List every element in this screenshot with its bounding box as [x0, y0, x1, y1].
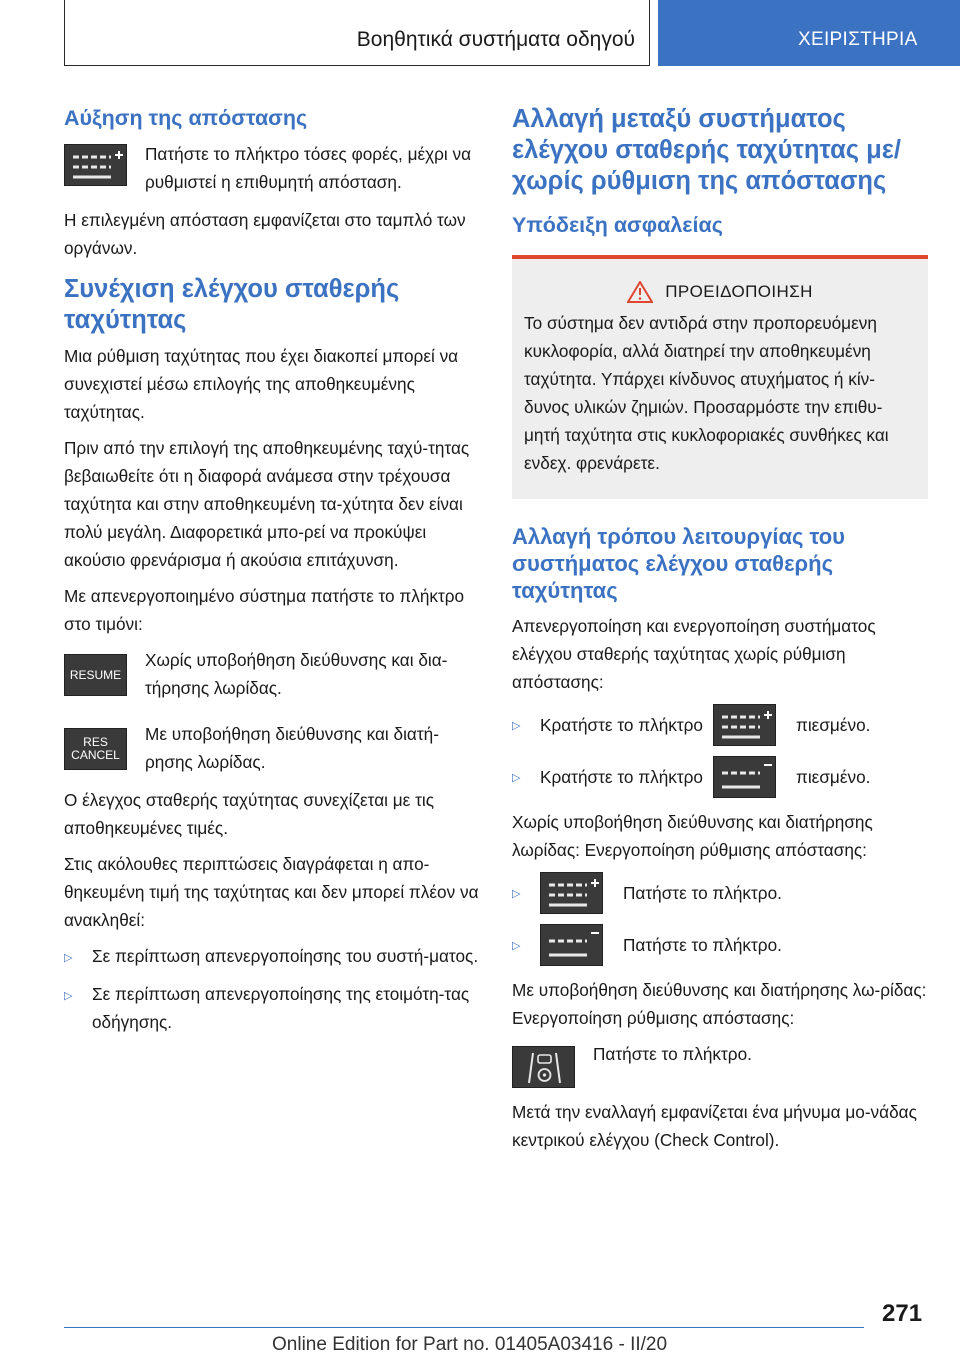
section-title: Βοηθητικά συστήματα οδηγού: [356, 28, 635, 51]
hold-prefix: Κρατήστε το πλήκτρο: [540, 714, 703, 735]
hold-suffix: πιεσμένο.: [795, 766, 871, 787]
footer-edition: Online Edition for Part no. 01405A03416 - II/20: [272, 1334, 668, 1355]
heading-change-mode: Αλλαγή τρόπου λειτουργίας του συστήματος ελέγχου σταθερής ταχύτητας: [512, 524, 845, 603]
distance-minus-key-icon: [713, 756, 776, 798]
mode-paragraph-3: Με υποβοήθηση διεύθυνσης και διατήρησης λω‐ρίδας: Ενεργοποίηση ρύθμισης απόστασης:: [512, 980, 927, 1028]
distance-minus-key-icon: [540, 924, 603, 966]
list-item: [512, 872, 928, 914]
list-item: [512, 756, 928, 798]
res-cancel-key-line-2: CANCEL: [71, 748, 120, 762]
resume-key-icon: RESUME: [64, 654, 127, 696]
distance-plus-key-icon: [713, 704, 776, 746]
continue-paragraph-2: Πριν από την επιλογή της αποθηκευμένης ταχύ‐τητας βεβαιωθείτε ότι η διαφορά ανάμεσα στην τρέχουσα ταχύτητα και στην αποθηκευμένη τα‐χύτητα δεν είναι πολύ μεγάλη. Διαφορετικά μπο‐ρεί να προκύψει ακούσιο φρενάρισμα ή ακούσια επιτάχυνση.: [64, 438, 470, 570]
resume-key-row: [64, 646, 484, 702]
increase-key-row: [64, 140, 484, 196]
continue-paragraph-3: Με απενεργοποιημένο σύστημα πατήστε το πλήκτρο στο τιμόνι:: [64, 586, 465, 634]
continue-paragraph-4: Ο έλεγχος σταθερής ταχύτητας συνεχίζεται με τις αποθηκευμένες τιμές.: [64, 790, 434, 838]
warning-text: Το σύστημα δεν αντιδρά στην προπορευόμενη κυκλοφορία, αλλά διατηρεί την αποθηκευμένη ταχύτητα. Υπάρχει κίνδυνος ατυχήματος ή κίν‐δυνος υλικών ζημιών. Προσαρμόστε την επιθυ‐μητή ταχύτητα στις κυκλοφοριακές συνθήκες και ενδεχ. φρενάρετε.: [524, 313, 889, 473]
list-item: [64, 980, 484, 1036]
press-key-text: Πατήστε το πλήκτρο.: [623, 934, 782, 955]
list-item: [512, 704, 928, 746]
steering-assist-key-icon: [512, 1046, 575, 1088]
warning-title: ΠΡΟΕΙΔΟΠΟΙΗΣΗ: [665, 282, 813, 301]
hold-suffix: πιεσμένο.: [795, 714, 871, 735]
heading-switch-mode: Αλλαγή μεταξύ συστήματος ελέγχου σταθερής ταχύτητας με/χωρίς ρύθμιση της απόστασης: [512, 105, 901, 195]
triangle-bullet-icon: ▷: [512, 719, 521, 732]
header-section-box: [64, 0, 650, 66]
rescancel-description: Με υποβοήθηση διεύθυνσης και διατή‐ρησης λωρίδας.: [145, 724, 439, 772]
warning-header: [524, 281, 916, 303]
mode-paragraph-2: Χωρίς υποβοήθηση διεύθυνσης και διατήρησης λωρίδας: Ενεργοποίηση ρύθμισης απόστασης:: [512, 812, 873, 860]
chapter-tab-label: ΧΕΙΡΙΣΤΗΡΙΑ: [798, 29, 918, 50]
heading-increase-distance: Αύξηση της απόστασης: [64, 106, 308, 130]
distance-plus-key-icon: [540, 872, 603, 914]
distance-plus-key-icon: [64, 144, 127, 186]
rescancel-key-row: [64, 720, 484, 776]
list-item-text: Σε περίπτωση απενεργοποίησης της ετοιμότη‐τας οδήγησης.: [92, 984, 470, 1032]
triangle-bullet-icon: ▷: [512, 939, 521, 952]
heading-safety-note: Υπόδειξη ασφαλείας: [512, 213, 723, 237]
triangle-bullet-icon: ▷: [512, 771, 521, 784]
continue-paragraph-5: Στις ακόλουθες περιπτώσεις διαγράφεται η απο‐θηκευμένη τιμή της ταχύτητας και δεν μπορεί πλέον να ανακληθεί:: [64, 854, 479, 930]
page-number: 271: [882, 1300, 923, 1327]
assist-press-text: Πατήστε το πλήκτρο.: [593, 1044, 752, 1064]
triangle-bullet-icon: ▷: [512, 887, 521, 900]
resume-description: Χωρίς υποβοήθηση διεύθυνσης και δια‐τήρησης λωρίδας.: [145, 650, 448, 698]
heading-continue-cruise: Συνέχιση ελέγχου σταθερής ταχύτητας: [64, 275, 400, 334]
selected-distance-text: Η επιλεγμένη απόσταση εμφανίζεται στο ταμπλό των οργάνων.: [64, 210, 466, 258]
right-column: [512, 98, 928, 1162]
continue-paragraph-1: Μια ρύθμιση ταχύτητας που έχει διακοπεί μπορεί να συνεχιστεί μέσω επιλογής της αποθηκευμένης ταχύτητας.: [64, 346, 459, 422]
chapter-tab[interactable]: [658, 0, 960, 66]
res-cancel-key-line-1: RES: [83, 735, 108, 749]
hold-prefix: Κρατήστε το πλήκτρο: [540, 766, 703, 787]
increase-instruction: Πατήστε το πλήκτρο τόσες φορές, μέχρι να ρυθμιστεί η επιθυμητή απόσταση.: [145, 144, 472, 192]
assist-key-row: [512, 1040, 928, 1088]
warning-box: [512, 255, 928, 499]
press-key-text: Πατήστε το πλήκτρο.: [623, 882, 782, 903]
list-item: [512, 924, 928, 966]
mode-paragraph-4: Μετά την εναλλαγή εμφανίζεται ένα μήνυμα μο‐νάδας κεντρικού ελέγχου (Check Control).: [512, 1102, 917, 1150]
footer-divider: [64, 1327, 864, 1328]
triangle-bullet-icon: ▷: [64, 952, 73, 964]
triangle-bullet-icon: ▷: [64, 990, 73, 1002]
list-item: [64, 942, 484, 972]
list-item-text: Σε περίπτωση απενεργοποίησης του συστή‐ματος.: [92, 946, 479, 966]
warning-triangle-icon: [627, 281, 653, 303]
res-cancel-key-icon: [64, 728, 127, 770]
mode-paragraph-1: Απενεργοποίηση και ενεργοποίηση συστήματος ελέγχου σταθερής ταχύτητας χωρίς ρύθμιση απόστασης:: [512, 616, 876, 692]
left-column: [64, 98, 484, 1044]
